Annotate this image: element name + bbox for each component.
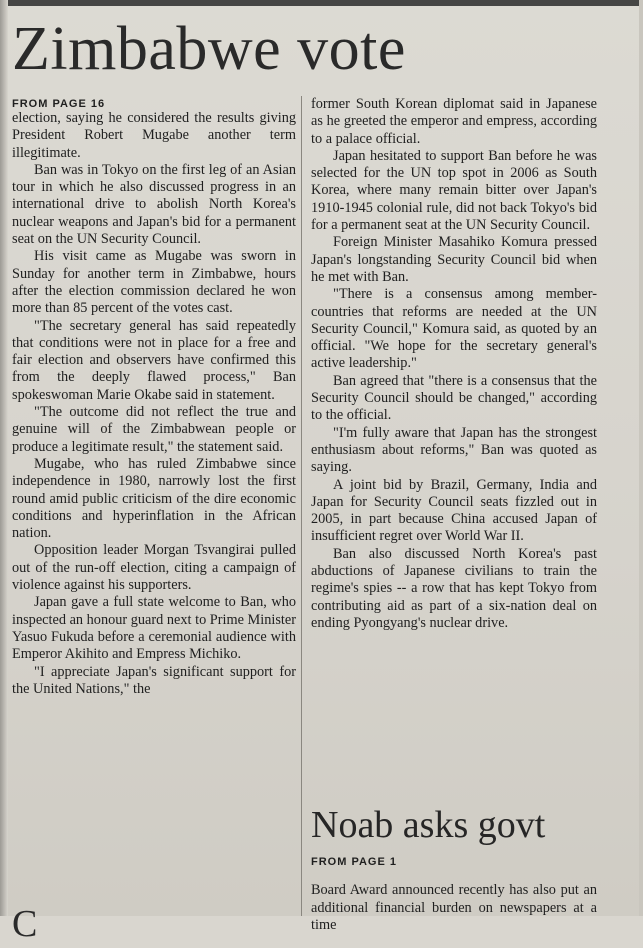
jump-kicker: FROM PAGE 1 xyxy=(311,856,397,868)
article-paragraph: "The outcome did not reflect the true and genuine will of the Zimbabwean people or produce a legitimate result," the statement said. xyxy=(12,404,296,455)
page-gutter-shadow xyxy=(0,0,8,916)
article-paragraph: Foreign Minister Masahiko Komura pressed Japan's longstanding Security Council bid when he met with Ban. xyxy=(311,234,597,285)
article-paragraph: A joint bid by Brazil, Germany, India and Japan for Security Council seats fizzled out in 2005, in part because China accused Japan of insufficient regret over World War II. xyxy=(311,476,597,545)
article-paragraph: Ban was in Tokyo on the first leg of an Asian tour in which he also discussed progress in an international drive to abolish North Korea's nuclear weapons and Japan's bid for a permanent seat on the UN Security Council. xyxy=(12,161,296,248)
article-paragraph: Board Award announced recently has also put an additional financial burden on newspapers at a time xyxy=(311,882,597,933)
article-paragraph: "I'm fully aware that Japan has the strongest enthusiasm about reforms," Ban was quoted as saying. xyxy=(311,424,597,476)
cut-off-headline: C xyxy=(12,903,38,945)
top-rule xyxy=(0,0,643,6)
article-paragraph: His visit came as Mugabe was sworn in Sunday for another term in Zimbabwe, hours after the election commission declared he won more than 85 percent of the votes cast. xyxy=(12,248,296,317)
article-paragraph: "The secretary general has said repeatedly that conditions were not in place for a free and fair election and observers have confirmed this from the deeply flawed process," Ban spokeswoman Marie Okabe said in statement. xyxy=(12,317,296,403)
second-article-headline: Noab asks govt xyxy=(311,804,546,846)
article-paragraph: Ban agreed that "there is a consensus that the Security Council should be changed," according to the official. xyxy=(311,372,597,424)
article-paragraph: Japan gave a full state welcome to Ban, who inspected an honour guard next to Prime Minister Yasuo Fukuda before a ceremonial audience with Emperor Akihito and Empress Michiko. xyxy=(12,594,296,663)
second-article-column xyxy=(311,856,597,948)
article-headline: Zimbabwe vote xyxy=(12,15,406,83)
jump-kicker: FROM PAGE 16 xyxy=(12,98,106,110)
page-edge xyxy=(639,0,643,916)
article-paragraph: Opposition leader Morgan Tsvangirai pulled out of the run-off election, citing a campaign of violence against his supporters. xyxy=(12,542,296,594)
article-paragraph: Japan hesitated to support Ban before he was selected for the UN top spot in 2006 as South Korea, where many remain bitter over Japan's 1910-1945 colonial rule, did not back Tokyo's bid for a permanent seat at the UN Security Council. xyxy=(311,147,597,234)
article-paragraph: "There is a consensus among member-countries that reforms are needed at the UN Security Council," Komura said, as quoted by an official. "We hope for the secretary general's active leadership." xyxy=(311,286,597,372)
article-paragraph: Ban also discussed North Korea's past abductions of Japanese civilians to train the regime's spies -- a row that has kept Tokyo from contributing aid as part of a six-nation deal on ending Pyongyang's nuclear drive. xyxy=(311,545,597,631)
article-column-right xyxy=(311,96,597,632)
article-paragraph: Mugabe, who has ruled Zimbabwe since independence in 1980, narrowly lost the first round amid public criticism of the dire economic conditions and hyperinflation in the African nation. xyxy=(12,455,296,542)
article-column-left xyxy=(12,98,296,698)
article-paragraph: former South Korean diplomat said in Japanese as he greeted the emperor and empress, according to a palace official. xyxy=(311,96,597,147)
article-paragraph: "I appreciate Japan's significant support for the United Nations," the xyxy=(12,663,296,697)
article-paragraph: election, saying he considered the results giving President Robert Mugabe another term illegitimate. xyxy=(12,110,296,161)
column-divider xyxy=(301,96,302,916)
